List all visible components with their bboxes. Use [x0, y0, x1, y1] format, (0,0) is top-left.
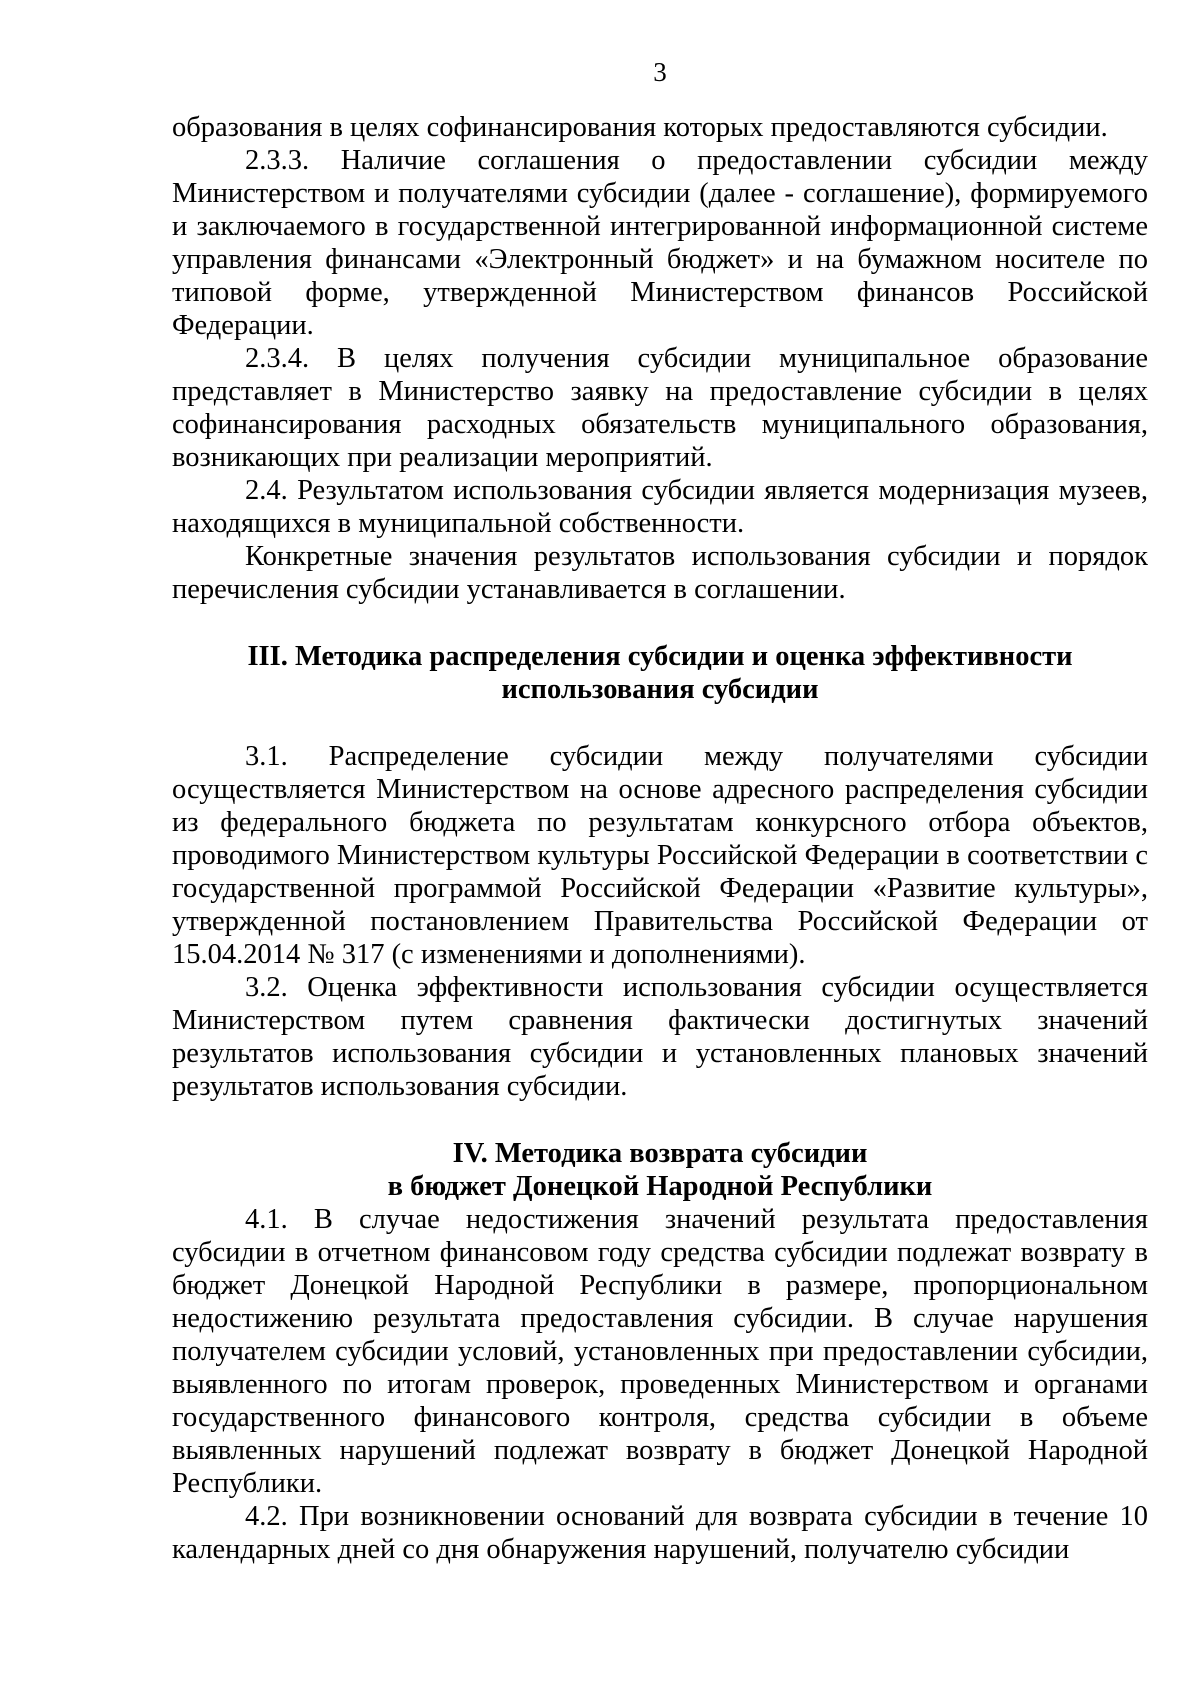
section-4-heading-line2: в бюджет Донецкой Народной Республики — [387, 1171, 933, 1202]
section-4-heading-line1: IV. Методика возврата субсидии — [452, 1138, 868, 1169]
section-3-heading-line2: использования субсидии — [501, 674, 819, 705]
page-number: 3 — [653, 57, 667, 87]
paragraph-2-3-3: 2.3.3. Наличие соглашения о предоставлении субсидии между Министерством и получателями субсидии (далее - соглашение), формируемого и заключаемого в государственной интегрированной информационной системе управления финансами «Электронный бюджет» и на бумажном носителе по типовой форме, утвержденной Министерством финансов Российской Федерации. — [172, 145, 1148, 341]
section-3 — [172, 640, 1148, 1103]
paragraph-4-2: 4.2. При возникновении оснований для возврата субсидии в течение 10 календарных дней со дня обнаружения нарушений, получателю субсидии — [172, 1501, 1148, 1565]
paragraph-2-3-4: 2.3.4. В целях получения субсидии муниципальное образование представляет в Министерство заявку на предоставление субсидии в целях софинансирования расходных обязательств муниципального образования, возникающих при реализации мероприятий. — [172, 343, 1148, 473]
paragraph-3-1: 3.1. Распределение субсидии между получателями субсидии осуществляется Министерством на основе адресного распределения субсидии из федерального бюджета по результатам конкурсного отбора объектов, проводимого Министерством культуры Российской Федерации в соответствии с государственной программой Российской Федерации «Развитие культуры», утвержденной постановлением Правительства Российской Федерации от 15.04.2014 № 317 (с изменениями и дополнениями). — [172, 741, 1148, 970]
section-3-heading-line1: III. Методика распределения субсидии и оценка эффективности — [247, 641, 1073, 672]
paragraph-2-4: 2.4. Результатом использования субсидии является модернизация музеев, находящихся в муниципальной собственности. — [172, 475, 1148, 539]
paragraph-continuation: образования в целях софинансирования которых предоставляются субсидии. — [172, 112, 1108, 143]
section-4 — [172, 1137, 1148, 1566]
document-body — [172, 111, 1148, 1566]
paragraph-4-1: 4.1. В случае недостижения значений результата предоставления субсидии в отчетном финансовом году средства субсидии подлежат возврату в бюджет Донецкой Народной Республики в размере, пропорциональном недостижению результата предоставления субсидии. В случае нарушения получателем субсидии условий, установленных при предоставлении субсидии, выявленного по итогам проверок, проведенных Министерством и органами государственного финансового контроля, средства субсидии в объеме выявленных нарушений подлежат возврату в бюджет Донецкой Народной Республики. — [172, 1204, 1148, 1499]
paragraph-3-2: 3.2. Оценка эффективности использования субсидии осуществляется Министерством путем сравнения фактически достигнутых значений результатов использования субсидии и установленных плановых значений результатов использования субсидии. — [172, 972, 1148, 1102]
paragraph-results-values: Конкретные значения результатов использования субсидии и порядок перечисления субсидии устанавливается в соглашении. — [172, 541, 1148, 605]
